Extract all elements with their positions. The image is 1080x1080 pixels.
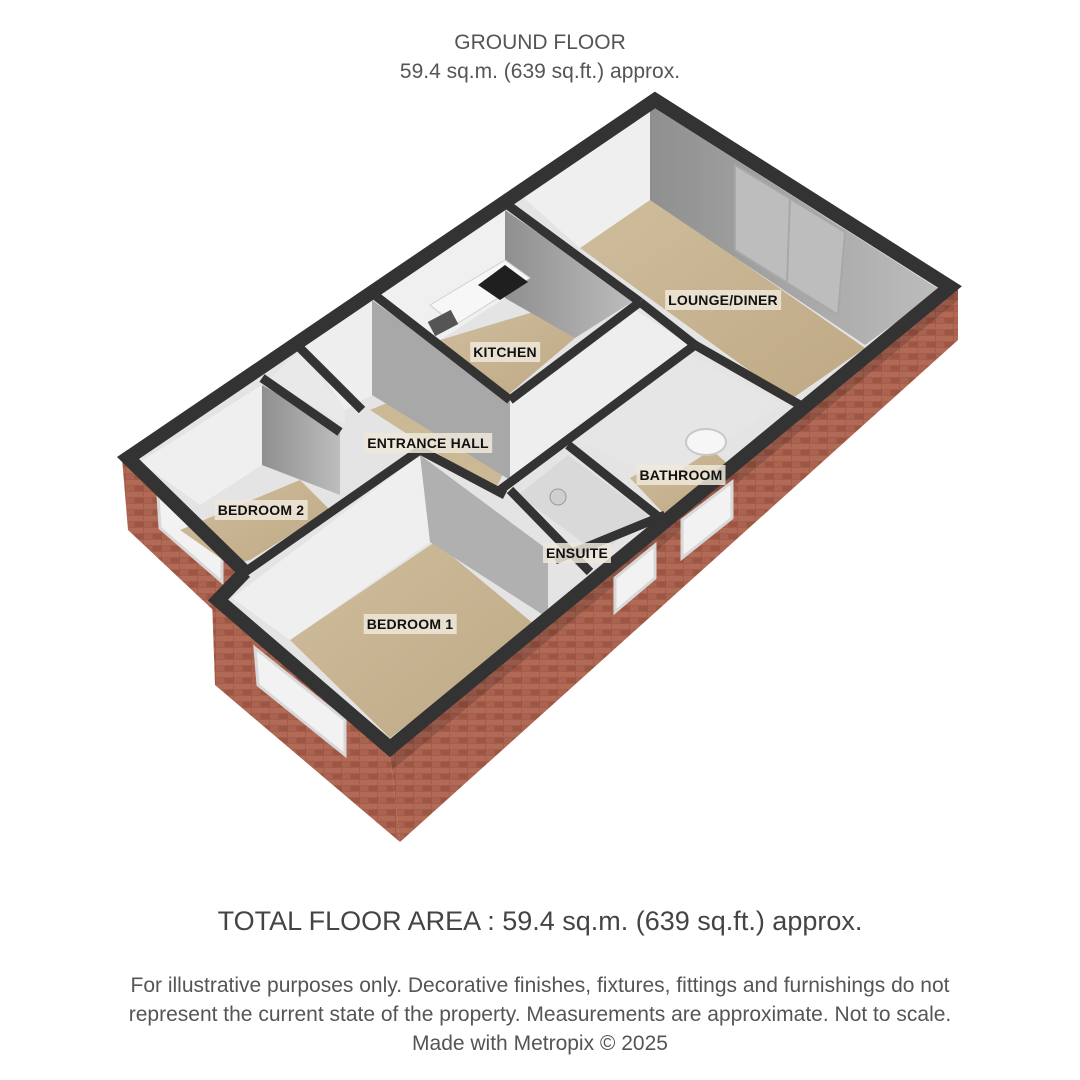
floor-name: GROUND FLOOR xyxy=(454,31,626,54)
room-label-entrance-hall: ENTRANCE HALL xyxy=(364,433,492,453)
disclaimer xyxy=(0,971,1080,1058)
shower-head xyxy=(550,489,566,505)
disclaimer-line-2: represent the current state of the property. Measurements are approximate. Not to scale. xyxy=(128,1003,952,1026)
room-label-bedroom2: BEDROOM 2 xyxy=(215,500,308,520)
room-label-bathroom: BATHROOM xyxy=(637,465,726,485)
total-floor-area: TOTAL FLOOR AREA : 59.4 sq.m. (639 sq.ft.) approx. xyxy=(217,906,863,936)
room-label-bedroom1: BEDROOM 1 xyxy=(364,614,457,634)
room-label-kitchen: KITCHEN xyxy=(470,342,540,362)
disclaimer-line-1: For illustrative purposes only. Decorative finishes, fixtures, fittings and furnishings do not xyxy=(130,974,950,997)
room-label-ensuite: ENSUITE xyxy=(543,543,611,563)
toilet xyxy=(686,429,726,455)
metropix-credit: Made with Metropix © 2025 xyxy=(412,1032,668,1055)
floor-area: 59.4 sq.m. (639 sq.ft.) approx. xyxy=(399,60,681,83)
room-label-lounge-diner: LOUNGE/DINER xyxy=(665,290,781,310)
